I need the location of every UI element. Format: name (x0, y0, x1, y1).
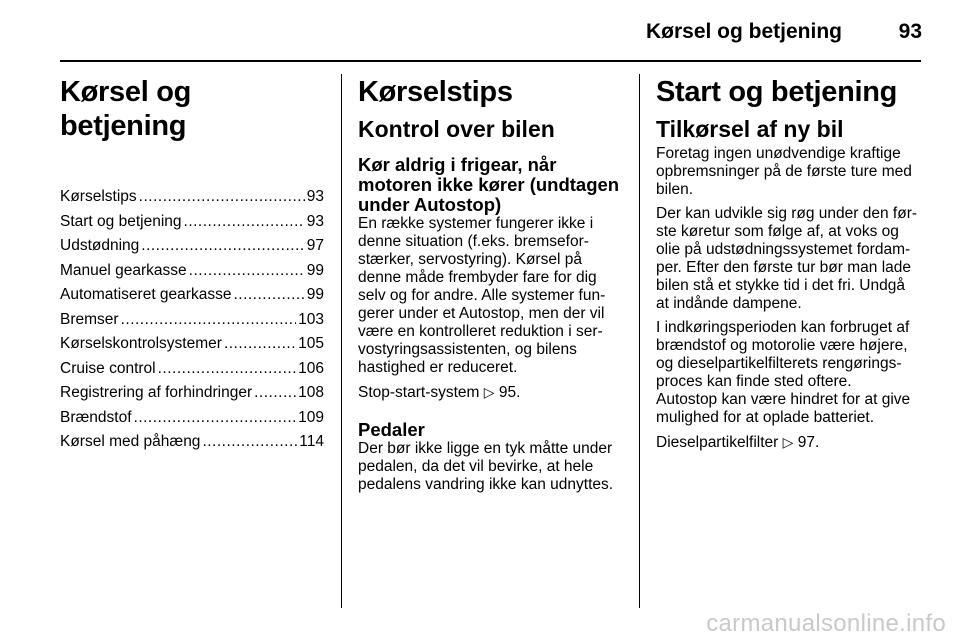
header-title: Kørsel og betjening (645, 20, 842, 43)
page-number: 93 (898, 20, 922, 43)
toc-entry-label: Registrering af forhindringer (60, 384, 253, 401)
toc-leader-dots (139, 185, 305, 210)
toc-entry[interactable] (60, 430, 324, 455)
toc-entry-page: 105 (298, 335, 324, 352)
toc-entry[interactable] (60, 283, 324, 308)
toc-entry-page: 93 (306, 188, 324, 205)
paragraph-braking: Foretag ingen unødvendige kraftige opbremsninger på de første ture med bilen. (656, 145, 912, 198)
toc-leader-dots (224, 332, 296, 357)
toc-entry-page: 114 (299, 433, 324, 450)
toc-entry[interactable] (60, 332, 324, 357)
column-divider (341, 74, 342, 608)
header-rule (60, 60, 921, 62)
toc-leader-dots (134, 406, 297, 431)
page-header (0, 0, 960, 62)
section-heading-driving-tips: Kørselstips (358, 76, 513, 108)
start-operation-column (656, 75, 922, 452)
toc-entry-label: Automatiseret gearkasse (60, 286, 232, 303)
table-of-contents (60, 185, 324, 455)
ref-arrow-icon: ▷ (483, 384, 495, 400)
paragraph-pedals: Der bør ikke ligge en tyk måtte under pedalen, da det vil bevirke, at hele pedalens vandring ikke kan udnyttes. (358, 440, 614, 493)
paragraph-consumption: I indkøringsperioden kan forbruget af brændstof og motorolie være højere, og dieselpartikelfilterets rengøringsproces kan finde sted oftere. (656, 319, 910, 390)
toc-entry[interactable] (60, 308, 324, 333)
toc-entry-label: Brændstof (60, 408, 132, 426)
reference-page: 97. (797, 434, 820, 451)
reference-text: Stop-start-system (358, 384, 480, 401)
reference-stop-start[interactable] (358, 383, 624, 402)
driving-tips-column (358, 75, 624, 494)
toc-entry[interactable] (60, 259, 324, 284)
toc-entry[interactable] (60, 406, 324, 431)
toc-entry-page: 93 (306, 212, 324, 230)
toc-leader-dots (189, 259, 305, 284)
toc-leader-dots (141, 234, 304, 259)
toc-entry-page: 99 (306, 286, 324, 303)
toc-leader-dots (233, 283, 304, 308)
chapter-heading: Kørsel og betjening (60, 76, 192, 142)
paragraph-smoke: Der kan udvikle sig røg under den første køretur som følge af, at voks og olie på udstødningssystemet fordamper. Efter den første tur bør man lade bilen stå et stykke tid i det fri. Undgå at indånde dampene. (656, 205, 918, 312)
toc-entry-label: Start og betjening (60, 212, 182, 230)
section-heading-start-operation: Start og betjening (656, 76, 898, 108)
toc-entry-page: 109 (298, 408, 324, 426)
toc-entry[interactable] (60, 381, 324, 406)
toc-entry[interactable] (60, 357, 324, 382)
toc-entry-page: 99 (306, 261, 324, 279)
toc-entry-page: 103 (298, 310, 324, 328)
toc-entry-label: Cruise control (60, 359, 156, 377)
toc-leader-dots (184, 210, 305, 235)
toc-entry[interactable] (60, 185, 324, 210)
toc-entry-page: 106 (298, 359, 324, 377)
ref-arrow-icon: ▷ (782, 434, 794, 450)
subsection-title-pedals: Pedaler (358, 419, 425, 440)
toc-entry-page: 108 (298, 384, 324, 401)
paragraph-neutral: En række systemer fungerer ikke i denne situation (f.eks. bremseforstærker, servostyring). Kørsel på denne måde frembyder fare for dig selv og for andre. Alle systemer fungerer under et Autostop, men der vil være en kontrolleret reduktion i servostyringsassistenten, og bilens hastighed er reduceret. (358, 215, 606, 376)
toc-entry-label: Kørselstips (60, 188, 137, 205)
column-divider (639, 74, 640, 608)
toc-leader-dots (121, 308, 297, 333)
toc-entry-label: Kørsel med påhæng (60, 433, 201, 450)
toc-entry-label: Bremser (60, 310, 119, 328)
toc-entry-page: 97 (306, 237, 324, 254)
toc-leader-dots (202, 430, 297, 455)
toc-column (60, 75, 324, 455)
toc-entry[interactable] (60, 210, 324, 235)
toc-entry[interactable] (60, 234, 324, 259)
toc-entry-label: Udstødning (60, 237, 140, 254)
watermark: carmanualsonline.info (706, 610, 946, 637)
toc-entry-label: Kørselskontrolsystemer (60, 335, 222, 352)
reference-diesel-filter[interactable] (656, 433, 922, 452)
subheading-vehicle-control: Kontrol over bilen (358, 116, 555, 142)
subsection-title-neutral: Kør aldrig i frigear, når motoren ikke kører (undtagen under Autostop) (358, 154, 620, 215)
toc-entry-label: Manuel gearkasse (60, 261, 187, 279)
paragraph-autostop: Autostop kan være hindret for at give mulighed for at oplade batteriet. (656, 391, 911, 426)
toc-leader-dots (158, 357, 297, 382)
subheading-running-in: Tilkørsel af ny bil (656, 116, 844, 142)
reference-page: 95. (498, 384, 521, 401)
reference-text: Dieselpartikelfilter (656, 434, 779, 451)
toc-leader-dots (254, 381, 296, 406)
